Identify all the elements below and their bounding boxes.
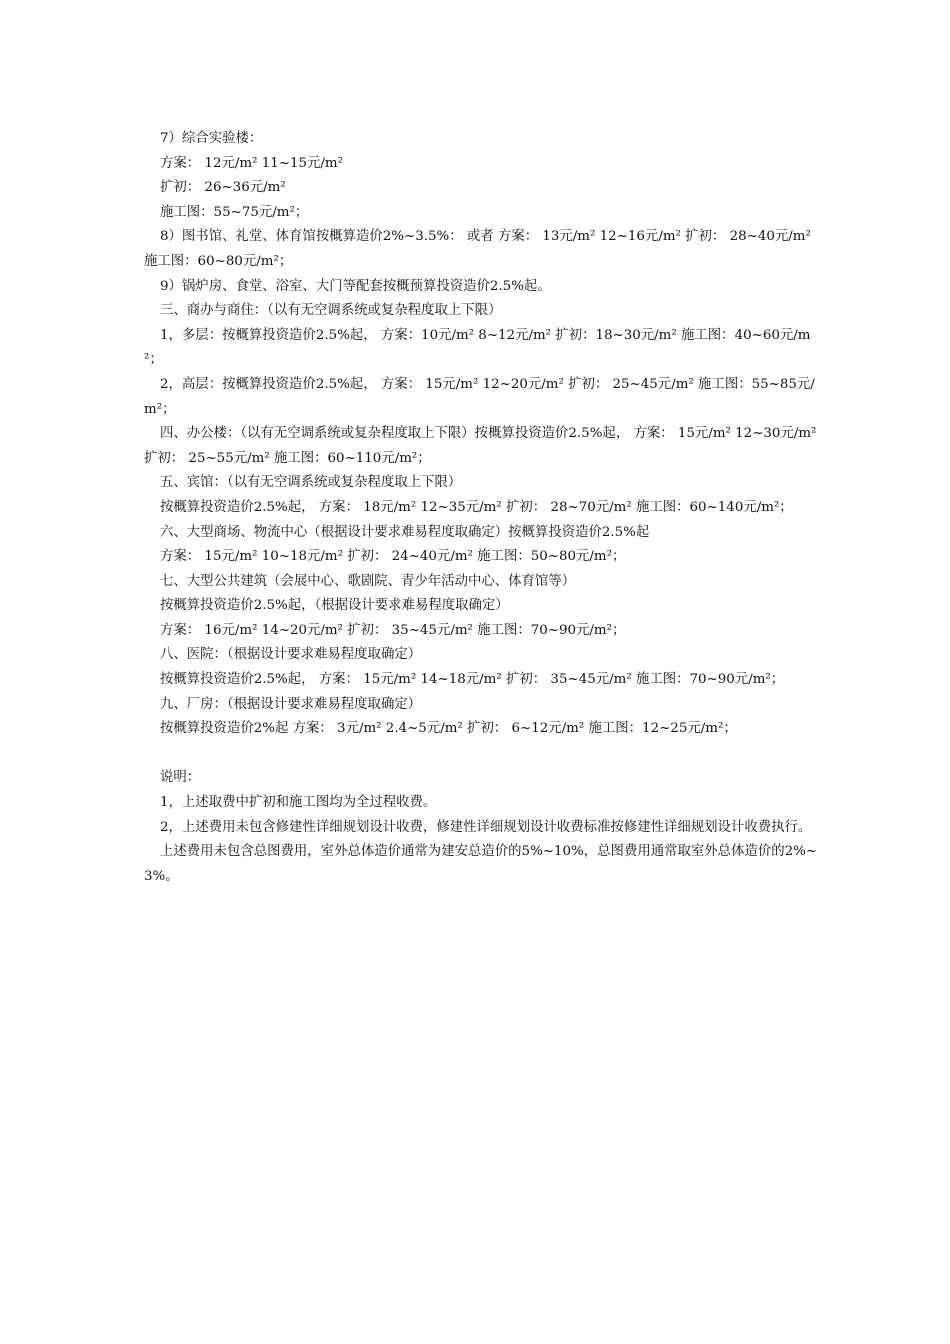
section-4-office: 四、办公楼：（以有无空调系统或复杂程度取上下限）按概算投资造价2.5%起， 方案： 15元/m² 12~30元/m² 扩初： 25~55元/m² 施工图：60~110元/m²； xyxy=(144,426,817,466)
section-7-heading: 七、大型公共建筑（会展中心、歌剧院、青少年活动中心、体育馆等） xyxy=(160,573,576,589)
document-body xyxy=(144,127,820,889)
item-8: 8）图书馆、礼堂、体育馆按概算造价2%~3.5%： 或者 方案： 13元/m² 12~16元/m² 扩初： 28~40元/m² 施工图：60~80元/m²； xyxy=(144,229,811,269)
section-8-heading: 八、医院：（根据设计要求难易程度取确定） xyxy=(160,647,422,663)
item-9: 9）锅炉房、食堂、浴室、大门等配套按概预算投资造价2.5%起。 xyxy=(160,278,551,294)
section-3-multistory: 1，多层：按概算投资造价2.5%起， 方案：10元/m² 8~12元/m² 扩初：18~30元/m² 施工图：40~60元/m²； xyxy=(144,327,811,368)
item-7-construction: 施工图：55~75元/m²； xyxy=(160,204,309,220)
section-8-fees: 按概算投资造价2.5%起， 方案： 15元/m² 14~18元/m² 扩初： 35~45元/m² 施工图：70~90元/m²； xyxy=(160,672,785,688)
note-1: 1，上述取费中扩初和施工图均为全过程收费。 xyxy=(160,795,437,811)
notes-title: 说明： xyxy=(160,770,201,786)
note-3: 上述费用未包含总图费用，室外总体造价通常为建安总造价的5%~10%，总图费用通常取室外总体造价的2%~3%。 xyxy=(144,844,818,884)
note-2: 2，上述费用未包含修建性详细规划设计收费，修建性详细规划设计收费标准按修建性详细规划设计收费执行。 xyxy=(160,819,812,835)
section-6-fees: 方案： 15元/m² 10~18元/m² 扩初： 24~40元/m² 施工图：50~80元/m²； xyxy=(160,549,626,565)
paragraph-gap xyxy=(144,742,820,767)
section-6-heading: 六、大型商场、物流中心（根据设计要求难易程度取确定）按概算投资造价2.5%起 xyxy=(160,524,650,540)
section-7-fees: 方案： 16元/m² 14~20元/m² 扩初： 35~45元/m² 施工图：70~90元/m²； xyxy=(160,622,626,638)
section-9-heading: 九、厂房：（根据设计要求难易程度取确定） xyxy=(160,696,422,712)
section-9-fees: 按概算投资造价2%起 方案： 3元/m² 2.4~5元/m² 扩初： 6~12元/m² 施工图：12~25元/m²； xyxy=(160,721,737,737)
section-3-heading: 三、商办与商住：（以有无空调系统或复杂程度取上下限） xyxy=(160,303,502,319)
item-7-preliminary: 扩初： 26~36元/m² xyxy=(160,180,286,196)
item-7-scheme: 方案： 12元/m² 11~15元/m² xyxy=(160,155,343,171)
section-7-basis: 按概算投资造价2.5%起，（根据设计要求难易程度取确定） xyxy=(160,598,509,614)
section-3-highrise: 2，高层：按概算投资造价2.5%起， 方案： 15元/m² 12~20元/m² 扩初： 25~45元/m² 施工图：55~85元/m²； xyxy=(144,376,815,417)
section-5-fees: 按概算投资造价2.5%起， 方案： 18元/m² 12~35元/m² 扩初： 28~70元/m² 施工图：60~140元/m²； xyxy=(160,499,793,515)
section-5-heading: 五、宾馆：（以有无空调系统或复杂程度取上下限） xyxy=(160,475,462,491)
item-7-heading: 7）综合实验楼： xyxy=(160,131,263,146)
